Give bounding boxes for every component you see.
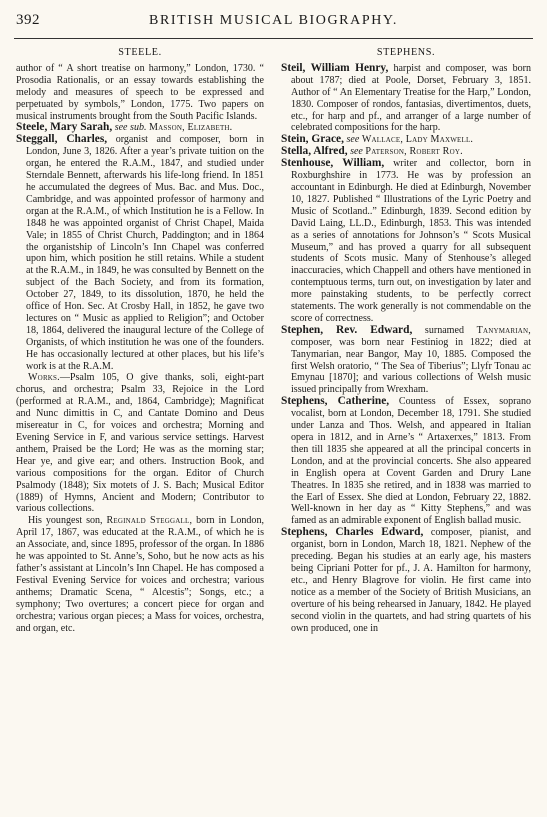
entry-steggall-charles xyxy=(16,134,264,372)
entry-heading: Stella, Alfred, xyxy=(281,145,348,158)
entry-heading: Stenhouse, William, xyxy=(281,157,385,170)
works-text: —Psalm 105, O give thanks, soli, eight-part chorus, and orchestra; Psalm 33, Rejoice in the Lord (performed at R.A.M., and, 1864, Cambridge); Magnificat and Nunc dimittis in C, and Cantate Domino and Deus misereatur in C, for voices and orchestra; Morning and Evening Service in F, and various service settings. Harvest anthem, Praised be the Lord; He was as the morning star; Hear ye, and give ear; and others. Instruction Book, and various compositions for the organ. Editor of Church Psalmody (1848); Six motets of J. S. Bach; Musical Editor (1889) of Hymns, Ancient and Modern; Contributor to various collections. xyxy=(16,372,264,515)
cross-reference: Paterson, Robert Roy. xyxy=(365,146,463,158)
see-label: see xyxy=(350,146,363,158)
page-header xyxy=(14,10,533,39)
entry-heading: Stephen, Rev. Edward, xyxy=(281,323,413,336)
left-column xyxy=(16,47,264,634)
entry-stenhouse xyxy=(281,158,531,325)
see-label: see sub. xyxy=(114,122,147,134)
works-label: Works. xyxy=(28,372,60,384)
entry-heading: Steil, William Henry, xyxy=(281,61,389,74)
son-text: born in London, April 17, 1867, was educated at the R.A.M., of which he is an Associate, and, since 1895, professor of the organ. In 1886 he was appointed to St. Anne’s, Soho, but he now acts as his father’s assistant at Lincoln’s Inn Chapel. He has composed a Festival Evening Service for voices and orchestra; various anthems; Dramatic Scena, “ Alcestis”; Songs, etc.; a symphony; Two overtures; a concert piece for organ and orchestra; various organ pieces; a Mass for voices, orchestra, and organ, etc. xyxy=(16,515,264,634)
right-column xyxy=(281,47,531,634)
entry-text: composer, pianist, and organist, born in London, March 18, 1821. Nephew of the preceding. Began his studies at an early age, his masters being Cipriani Potter for pf., J. A. Hamilton for harmony, etc., and Henry Blagrove for violin. He first came into notice as a member of the Society of British Musicians, an overture of his being rehearsed in January, 1842. He played second violin in the quartets, and had string quartets of his own produced, one in xyxy=(291,527,532,634)
entry-steil xyxy=(281,63,531,134)
entry-heading: Stephens, Catherine, xyxy=(281,395,390,408)
entry-text: composer, was born near Festiniog in 1822; died at Tanymarian, near Bangor, May 10, 1885. Composed the first Welsh oratorio, “ The Sea of Tiberius”; Llyfr Tonau ac Emynau [1870]; and various collections of Welsh music issued principally from Wrexham. xyxy=(291,336,531,396)
cross-reference: Masson, Elizabeth. xyxy=(149,122,233,134)
running-title: BRITISH MUSICAL BIOGRAPHY. xyxy=(149,13,398,28)
entry-heading: Stein, Grace, xyxy=(281,133,344,146)
entry-heading: Stephens, Charles Edward, xyxy=(281,526,424,539)
continuation-text: author of “ A short treatise on harmony,” London, 1730. “ Prosodia Rationalis, or an essay towards establishing the melody and measures of speech to be expressed and perpetuated by symbols,” London, 1775. Two papers on musical instruments brought from the South Pacific Islands. xyxy=(16,62,264,122)
entry-stephen-edward xyxy=(281,325,531,396)
entry-text: writer and collector, born in Roxburghshire in 1773. He was by profession an accountant in Edinburgh. He died at Edinburgh, November 10, 1827. Published “ Illustrations of the Lyric Poetry and Music of Scotland..” Edinburgh, 1839. Second edition by David Laing, LL.D., Edinburgh, 1853. This was intended as a series of annotations for Johnson’s “ Scots Musical Museum,” and has proved a quarry for all subsequent students of Scots music. Many of Stenhouse’s alleged inaccuracies, which Chappell and others have mentioned in contemptuous terms, turn out, on investigation by later and more painstaking students, to be perfectly correct statements. The work generally is not commendable on the score of correctness. xyxy=(291,158,531,324)
left-column-head: STEELE. xyxy=(118,47,162,58)
surnamed-label: surnamed xyxy=(424,324,464,336)
entry-stephens-charles xyxy=(281,527,531,634)
page-number: 392 xyxy=(16,12,40,28)
see-label: see xyxy=(346,134,360,146)
son-name: Reginald Steggall, xyxy=(106,515,193,527)
entry-heading: Steele, Mary Sarah, xyxy=(16,121,113,134)
entry-heading: Steggall, Charles, xyxy=(16,133,108,146)
entry-text: harpist and composer, was born about 1787; died at Poole, Dorset, February 3, 1851. Author of “ An Elementary Treatise for the Harp,” London, 1830. Composer of rondos, fantasias, divertimentos, duets, etc., for harp and pf., and arranger of a large number of celebrated compositions for the harp. xyxy=(291,62,531,134)
son-paragraph xyxy=(16,515,264,634)
entry-text: Countess of Essex, soprano vocalist, born at London, December 18, 1791. She studied under Lanza and Thos. Welsh, and appeared in Italian opera in 1812, and in Arne’s “ Artaxerxes,” 1813. From then till 1835 she appeared at all the principal concerts in London, and at the provincial concerts. She also appeared in English opera at Covent Garden and Drury Lane Theatres. In 1835 she retired, and in 1838 was married to the Earl of Essex. She died at London, February 22, 1882. Well-known in her day as “ Kitty Stephens,” and was famed as an admirable exponent of English ballad music. xyxy=(291,396,531,527)
works-paragraph xyxy=(16,372,264,515)
cross-reference: Wallace, Lady Maxwell. xyxy=(361,134,474,146)
right-column-head: STEPHENS. xyxy=(376,47,436,58)
son-intro: His youngest son, xyxy=(28,515,103,527)
entry-stephens-catherine xyxy=(281,396,531,527)
entry-text: organist and composer, born in London, June 3, 1826. After a year’s private tuition on the organ, he entered the R.A.M., 1847, and studied under Sterndale Bennett, afterwards his life-long friend. In 1851 he accumulated the degrees of Mus. Bac. and Mus. Doc., Cambridge, and was appointed professor of harmony and organ at the R.A.M., of which Institution he is a Fellow. In 1848 he was appointed organist of Christ Chapel, Maida Vale; in 1855 of Christ Church, Paddington; and in 1864 the organistship of Lincoln’s Inn Chapel was conferred upon him, which position he still retains. While a student at the R.A.M., in 1849, he was consulted by Bennett on the subject of the Bach Society, and from its formation, October 27, 1849, to its dissolution, 1870, he held the office of Hon. Sec. At Crosby Hall, in 1852, he gave two lectures on “ Music as applied to Religion”; and October 18, 1864, delivered the inaugural lecture of the College of Organists, of which institution he was one of the founders. He has occasionally lectured at other places, but his life’s work is at the R.A.M. xyxy=(26,134,265,372)
bardic-name: Tanymarian, xyxy=(476,324,532,336)
